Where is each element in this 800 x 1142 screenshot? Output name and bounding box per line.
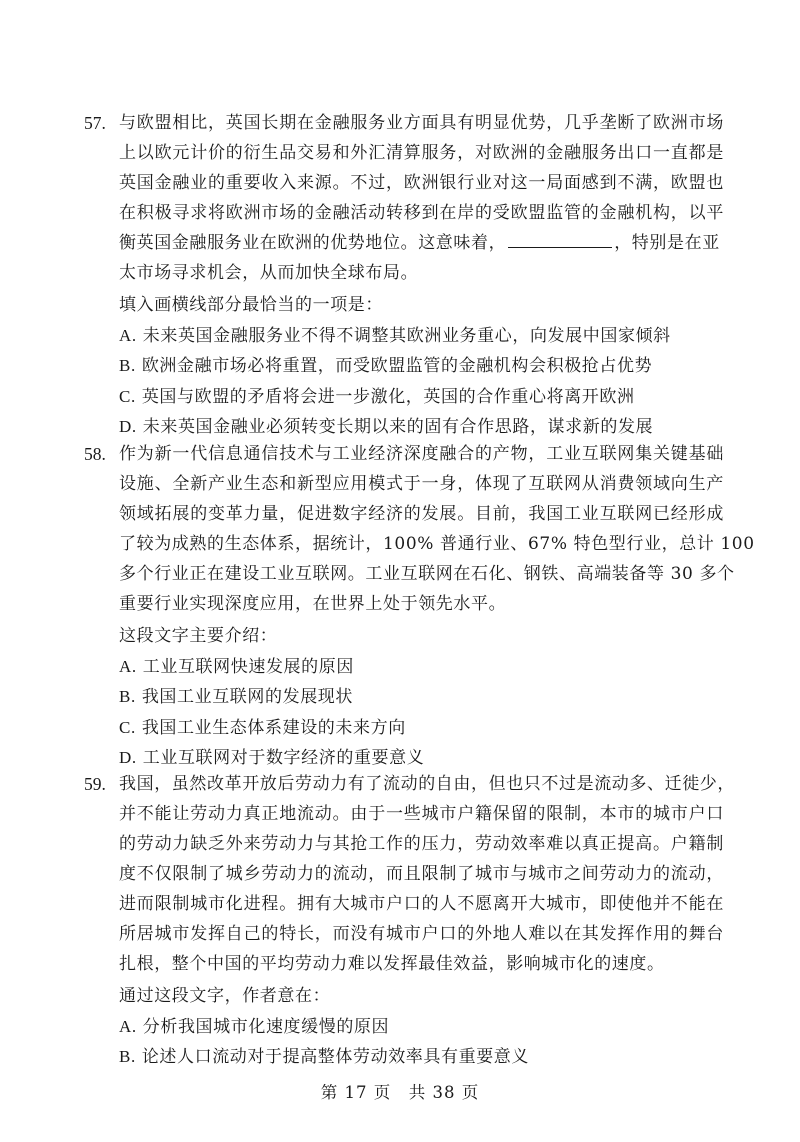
passage-line: 所居城市发挥自己的特长，而没有城市户口的外地人难以在其发挥作用的舞台 (119, 924, 724, 944)
passage-line: 进而限制城市化进程。拥有大城市户口的人不愿离开大城市，即使他并不能在 (119, 894, 724, 914)
question-stem: 填入画横线部分最恰当的一项是： (119, 295, 383, 315)
option-text: 我国工业生态体系建设的未来方向 (141, 717, 406, 738)
passage-line: 衡英国金融服务业在欧洲的优势地位。这意味着， (119, 233, 507, 253)
option-c[interactable] (119, 713, 724, 744)
page-footer: 第 17 页 共 38 页 (320, 1083, 480, 1102)
passage-line: 扎根，整个中国的平均劳动力难以发挥最佳效益，影响城市化的速度。 (119, 954, 665, 974)
option-text: 论述人口流动对于提高整体劳动效率具有重要意义 (141, 1047, 530, 1067)
question-stem: 这段文字主要介绍： (119, 626, 278, 646)
blank-suffix: ，特别是在亚 (614, 233, 720, 253)
passage-line: 了较为成熟的生态体系，据统计，100% 普通行业、67% 特色型行业，总计 100 (119, 534, 755, 554)
option-b[interactable] (119, 351, 724, 382)
passage-line: 上以欧元计价的衍生品交易和外汇清算服务，对欧洲的金融服务出口一直都是 (119, 143, 724, 163)
option-text: 未来英国金融服务业不得不调整其欧洲业务重心，向发展中国家倾斜 (142, 325, 671, 346)
option-text: 工业互联网对于数字经济的重要意义 (142, 748, 425, 768)
option-letter: A. (119, 325, 137, 345)
option-b[interactable] (119, 1042, 724, 1073)
option-letter: D. (119, 748, 137, 767)
passage-line: 作为新一代信息通信技术与工业经济深度融合的产物，工业互联网集关键基础 (119, 444, 724, 464)
passage-line: 我国，虽然改革开放后劳动力有了流动的自由，但也只不过是流动多、迁徙少， (119, 774, 735, 794)
answer-blank (508, 231, 612, 248)
passage-line: 领域拓展的变革力量，促进数字经济的发展。目前，我国工业互联网已经形成 (119, 504, 724, 524)
question-stem: 通过这段文字，作者意在： (119, 986, 331, 1006)
passage-line: 重要行业实现深度应用，在世界上处于领先水平。 (119, 594, 507, 614)
passage-line: 设施、全新产业生态和新型应用模式于一身，体现了互联网从消费领域向生产 (119, 474, 724, 494)
option-letter: D. (119, 417, 137, 436)
passage-line: 多个行业正在建设工业互联网。工业互联网在石化、钢铁、高端装备等 30 多个 (119, 564, 735, 584)
option-text: 未来英国金融业必须转变长期以来的固有合作思路，谋求新的发展 (142, 417, 654, 437)
option-letter: B. (119, 687, 136, 706)
question-58 (84, 439, 755, 774)
option-b[interactable] (119, 682, 724, 713)
question-stem-block (119, 290, 724, 443)
option-letter: C. (119, 386, 136, 406)
passage-line: 并不能让劳动力真正地流动。由于一些城市户籍保留的限制，本市的城市户口 (119, 804, 724, 824)
option-text: 欧洲金融市场必将重置，而受欧盟监管的金融机构会积极抢占优势 (141, 356, 653, 376)
passage-line-with-blank (119, 228, 724, 258)
option-letter: C. (119, 717, 136, 737)
passage-line: 在积极寻求将欧洲市场的金融活动转移到在岸的受欧盟监管的金融机构，以平 (119, 203, 724, 223)
question-number: 57. (84, 113, 106, 133)
option-a[interactable] (119, 1012, 724, 1043)
option-a[interactable] (119, 652, 724, 683)
question-stem-block (119, 621, 724, 774)
passage-line: 的劳动力缺乏外来劳动力与其抢工作的压力，劳动效率难以真正提高。户籍制 (119, 834, 724, 854)
option-letter: A. (119, 1016, 137, 1036)
passage-line: 英国金融业的重要收入来源。不过，欧洲银行业对这一局面感到不满，欧盟也 (119, 173, 724, 193)
option-text: 我国工业互联网的发展现状 (141, 687, 354, 707)
passage-line: 度不仅限制了城乡劳动力的流动，而且限制了城市与城市之间劳动力的流动， (119, 864, 724, 884)
passage-line: 与欧盟相比，英国长期在金融服务业方面具有明显优势，几乎垄断了欧洲市场 (119, 113, 724, 133)
question-stem-block (119, 981, 724, 1073)
question-number: 59. (84, 774, 106, 794)
option-c[interactable] (119, 382, 724, 413)
passage-line: 太市场寻求机会，从而加快全球布局。 (119, 263, 419, 283)
option-letter: A. (119, 656, 137, 676)
question-57 (84, 108, 724, 443)
option-a[interactable] (119, 321, 724, 352)
option-text: 分析我国城市化速度缓慢的原因 (142, 1016, 390, 1037)
option-letter: B. (119, 1047, 136, 1066)
question-59 (84, 769, 735, 1073)
option-letter: B. (119, 356, 136, 375)
option-text: 英国与欧盟的矛盾将会进一步激化，英国的合作重心将离开欧洲 (141, 386, 635, 407)
question-number: 58. (84, 444, 106, 464)
option-text: 工业互联网快速发展的原因 (142, 656, 354, 677)
option-d[interactable] (119, 412, 724, 443)
